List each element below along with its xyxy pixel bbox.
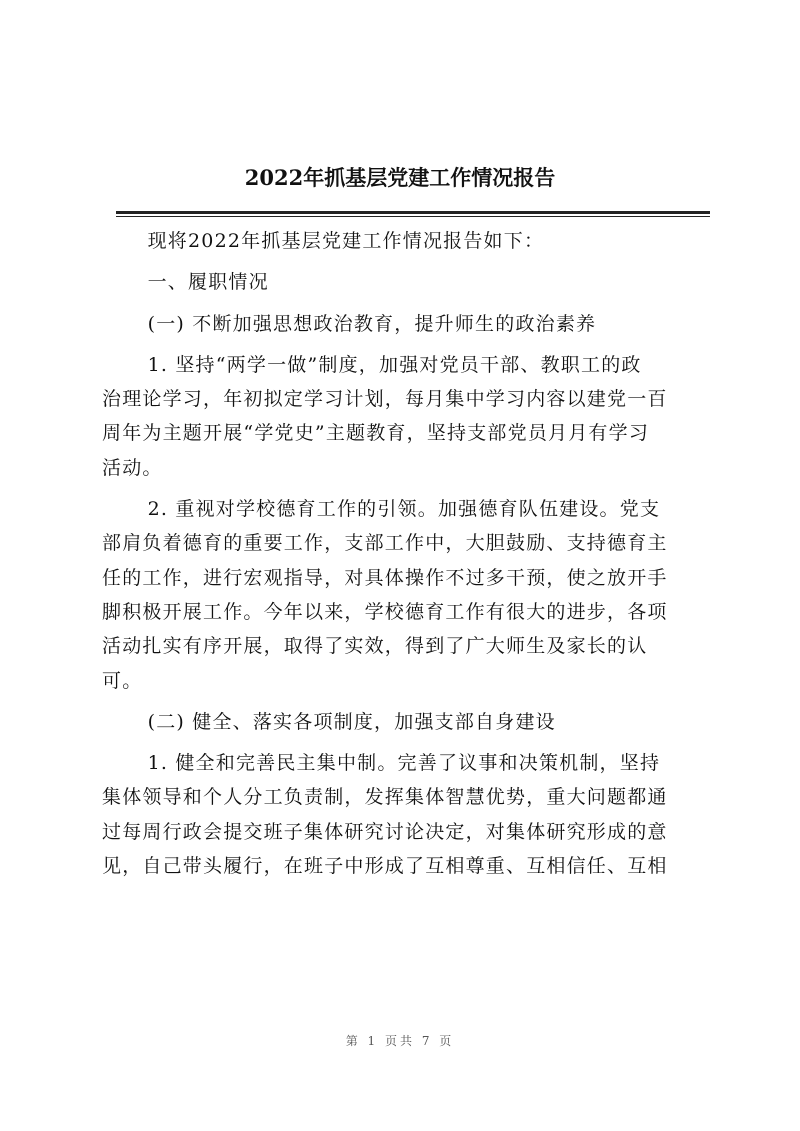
text-line: 部肩负着德育的重要工作，支部工作中，大胆鼓励、支持德育主 xyxy=(102,532,668,555)
text-line: 可。 xyxy=(102,669,143,692)
paragraph xyxy=(102,746,710,883)
text-line: 集体领导和个人分工负责制，发挥集体智慧优势，重大问题都通 xyxy=(102,786,668,809)
text-line: 脚积极开展工作。今年以来，学校德育工作有很大的进步，各项 xyxy=(102,600,668,623)
subsection-heading xyxy=(102,705,710,739)
paragraph xyxy=(102,224,710,258)
section-heading xyxy=(102,265,710,299)
text-line: 1. 坚持“两学一做”制度，加强对党员干部、教职工的政 xyxy=(147,353,642,376)
text-line: 治理论学习，年初拟定学习计划，每月集中学习内容以建党一百 xyxy=(102,388,668,411)
document-body xyxy=(102,224,710,883)
text-line: 一、履职情况 xyxy=(147,271,269,294)
text-line: 周年为主题开展“学党史”主题教育，坚持支部党员月月有学习 xyxy=(102,422,650,445)
text-line: 现将2022年抓基层党建工作情况报告如下： xyxy=(147,230,545,252)
text-line: 1. 健全和完善民主集中制。完善了议事和决策机制，坚持 xyxy=(147,752,661,775)
text-line: (二) 健全、落实各项制度，加强支部自身建设 xyxy=(147,710,556,733)
title-divider xyxy=(116,211,710,214)
text-line: 活动。 xyxy=(102,456,163,479)
text-line: 2. 重视对学校德育工作的引领。加强德育队伍建设。党支 xyxy=(147,498,661,521)
paragraph xyxy=(102,492,710,698)
subsection-heading xyxy=(102,307,710,341)
text-line: 活动扎实有序开展，取得了实效，得到了广大师生及家长的认 xyxy=(102,635,648,658)
text-line: 任的工作，进行宏观指导，对具体操作不过多干预，使之放开手 xyxy=(102,566,668,589)
text-line: (一) 不断加强思想政治教育，提升师生的政治素养 xyxy=(147,312,597,335)
text-line: 过每周行政会提交班子集体研究讨论决定，对集体研究形成的意 xyxy=(102,820,668,843)
text-line: 见，自己带头履行，在班子中形成了互相尊重、互相信任、互相 xyxy=(102,855,668,878)
title-divider-thin xyxy=(116,216,710,217)
paragraph xyxy=(102,348,710,485)
document-title: 2022年抓基层党建工作情况报告 xyxy=(244,165,556,190)
page-footer: 第 1 页共 7 页 xyxy=(345,1034,455,1048)
